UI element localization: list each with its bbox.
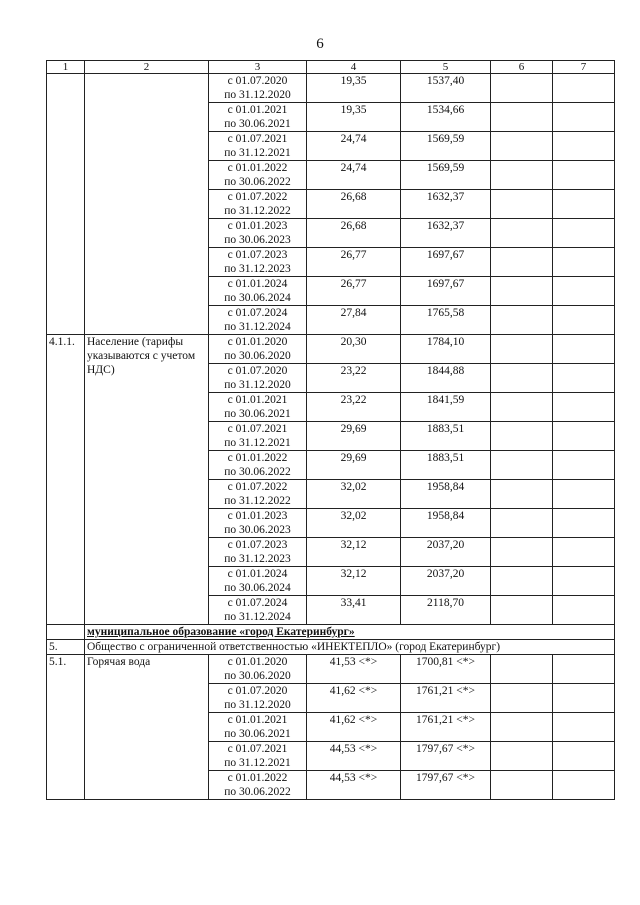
empty-cell-col7 bbox=[553, 190, 615, 219]
period-cell bbox=[209, 684, 307, 713]
column-header: 4 bbox=[307, 61, 401, 74]
period-to: по 30.06.2022 bbox=[224, 176, 291, 188]
period-to: по 30.06.2022 bbox=[224, 466, 291, 478]
empty-cell-col6 bbox=[491, 742, 553, 771]
period-from: с 01.01.2024 bbox=[227, 568, 288, 580]
rate-cell-col4: 27,84 bbox=[307, 306, 401, 335]
period-cell bbox=[209, 74, 307, 103]
period-cell bbox=[209, 306, 307, 335]
empty-cell-col6 bbox=[491, 596, 553, 625]
empty-cell-col7 bbox=[553, 132, 615, 161]
period-cell bbox=[209, 248, 307, 277]
period-to: по 30.06.2023 bbox=[224, 234, 291, 246]
municipality-title: муниципальное образование «город Екатеринбург» bbox=[85, 625, 615, 640]
period-from: с 01.07.2020 bbox=[227, 685, 288, 697]
column-header: 3 bbox=[209, 61, 307, 74]
empty-cell-col6 bbox=[491, 335, 553, 364]
period-cell bbox=[209, 364, 307, 393]
rate-cell-col5: 1697,67 bbox=[401, 248, 491, 277]
period-cell bbox=[209, 742, 307, 771]
period-to: по 31.12.2021 bbox=[224, 757, 291, 769]
empty-cell-col6 bbox=[491, 509, 553, 538]
empty-cell-col6 bbox=[491, 364, 553, 393]
empty-cell-col6 bbox=[491, 161, 553, 190]
empty-cell-col6 bbox=[491, 480, 553, 509]
item-name-cell: Население (тарифы указываются с учетом НДС) bbox=[85, 335, 209, 625]
empty-cell-col6 bbox=[491, 684, 553, 713]
rate-cell-col4: 23,22 bbox=[307, 393, 401, 422]
period-to: по 30.06.2023 bbox=[224, 524, 291, 536]
period-cell bbox=[209, 771, 307, 800]
empty-cell-col6 bbox=[491, 190, 553, 219]
rate-cell-col5: 2118,70 bbox=[401, 596, 491, 625]
rate-cell-col4: 32,12 bbox=[307, 538, 401, 567]
rate-cell-col4: 26,68 bbox=[307, 190, 401, 219]
empty-cell-col6 bbox=[491, 219, 553, 248]
period-from: с 01.01.2020 bbox=[227, 336, 288, 348]
rate-cell-col5: 1569,59 bbox=[401, 132, 491, 161]
period-from: с 01.07.2024 bbox=[227, 597, 288, 609]
rate-cell-col4: 41,53 <*> bbox=[307, 655, 401, 684]
empty-cell-col6 bbox=[491, 103, 553, 132]
period-cell bbox=[209, 713, 307, 742]
period-to: по 30.06.2024 bbox=[224, 292, 291, 304]
rate-cell-col5: 1632,37 bbox=[401, 219, 491, 248]
rate-cell-col5: 1700,81 <*> bbox=[401, 655, 491, 684]
period-from: с 01.07.2022 bbox=[227, 481, 288, 493]
empty-cell-col7 bbox=[553, 742, 615, 771]
period-cell bbox=[209, 393, 307, 422]
period-from: с 01.01.2024 bbox=[227, 278, 288, 290]
rate-cell-col4: 23,22 bbox=[307, 364, 401, 393]
rate-cell-col5: 1761,21 <*> bbox=[401, 684, 491, 713]
organization-name: Общество с ограниченной ответственностью «ИНЕКТЕПЛО» (город Екатеринбург) bbox=[85, 640, 615, 655]
period-to: по 31.12.2021 bbox=[224, 147, 291, 159]
organization-row bbox=[47, 640, 615, 655]
empty-cell-col6 bbox=[491, 393, 553, 422]
table-row bbox=[47, 74, 615, 103]
rate-cell-col5: 1958,84 bbox=[401, 509, 491, 538]
rate-cell-col5: 1697,67 bbox=[401, 277, 491, 306]
rate-cell-col5: 1534,66 bbox=[401, 103, 491, 132]
table-row bbox=[47, 335, 615, 364]
period-to: по 31.12.2020 bbox=[224, 379, 291, 391]
empty-cell-col7 bbox=[553, 771, 615, 800]
period-from: с 01.01.2021 bbox=[227, 394, 288, 406]
rate-cell-col5: 1883,51 bbox=[401, 422, 491, 451]
period-to: по 31.12.2020 bbox=[224, 89, 291, 101]
empty-cell-col7 bbox=[553, 509, 615, 538]
empty-cell-col7 bbox=[553, 596, 615, 625]
empty-cell-col6 bbox=[491, 713, 553, 742]
empty-cell-col7 bbox=[553, 538, 615, 567]
empty-cell-col6 bbox=[491, 771, 553, 800]
period-to: по 30.06.2020 bbox=[224, 670, 291, 682]
period-from: с 01.01.2022 bbox=[227, 772, 288, 784]
rate-cell-col5: 2037,20 bbox=[401, 538, 491, 567]
item-number-cell: 5.1. bbox=[47, 655, 85, 800]
rate-cell-col4: 41,62 <*> bbox=[307, 684, 401, 713]
period-cell bbox=[209, 538, 307, 567]
period-from: с 01.01.2023 bbox=[227, 220, 288, 232]
period-to: по 31.12.2024 bbox=[224, 611, 291, 623]
rate-cell-col5: 1958,84 bbox=[401, 480, 491, 509]
period-from: с 01.07.2020 bbox=[227, 75, 288, 87]
empty-cell-col7 bbox=[553, 74, 615, 103]
period-from: с 01.01.2023 bbox=[227, 510, 288, 522]
column-header: 2 bbox=[85, 61, 209, 74]
column-header: 1 bbox=[47, 61, 85, 74]
rate-cell-col4: 26,68 bbox=[307, 219, 401, 248]
empty-cell-col7 bbox=[553, 103, 615, 132]
period-from: с 01.07.2023 bbox=[227, 249, 288, 261]
empty-cell-col7 bbox=[553, 277, 615, 306]
period-from: с 01.07.2021 bbox=[227, 423, 288, 435]
table-header-row bbox=[47, 61, 615, 74]
rate-cell-col5: 1569,59 bbox=[401, 161, 491, 190]
rate-cell-col4: 20,30 bbox=[307, 335, 401, 364]
municipality-row bbox=[47, 625, 615, 640]
rate-cell-col4: 44,53 <*> bbox=[307, 742, 401, 771]
period-to: по 30.06.2021 bbox=[224, 118, 291, 130]
period-to: по 31.12.2021 bbox=[224, 437, 291, 449]
period-cell bbox=[209, 161, 307, 190]
period-to: по 31.12.2024 bbox=[224, 321, 291, 333]
empty-cell-col6 bbox=[491, 567, 553, 596]
period-from: с 01.01.2021 bbox=[227, 104, 288, 116]
period-to: по 31.12.2023 bbox=[224, 553, 291, 565]
rate-cell-col4: 44,53 <*> bbox=[307, 771, 401, 800]
rate-cell-col5: 1784,10 bbox=[401, 335, 491, 364]
period-cell bbox=[209, 277, 307, 306]
rate-cell-col4: 33,41 bbox=[307, 596, 401, 625]
period-cell bbox=[209, 509, 307, 538]
period-from: с 01.07.2022 bbox=[227, 191, 288, 203]
rate-cell-col5: 1797,67 <*> bbox=[401, 742, 491, 771]
empty-cell-col6 bbox=[491, 277, 553, 306]
period-from: с 01.07.2020 bbox=[227, 365, 288, 377]
page-number: 6 bbox=[316, 36, 324, 52]
period-from: с 01.07.2021 bbox=[227, 743, 288, 755]
rate-cell-col4: 26,77 bbox=[307, 277, 401, 306]
rate-cell-col4: 24,74 bbox=[307, 132, 401, 161]
column-header: 6 bbox=[491, 61, 553, 74]
empty-cell-col7 bbox=[553, 161, 615, 190]
rate-cell-col4: 41,62 <*> bbox=[307, 713, 401, 742]
empty-cell-col6 bbox=[491, 422, 553, 451]
period-from: с 01.01.2022 bbox=[227, 162, 288, 174]
empty-cell-col7 bbox=[553, 567, 615, 596]
period-from: с 01.01.2021 bbox=[227, 714, 288, 726]
empty-cell-col7 bbox=[553, 248, 615, 277]
empty-cell-col7 bbox=[553, 422, 615, 451]
rate-cell-col4: 19,35 bbox=[307, 103, 401, 132]
rate-cell-col4: 32,12 bbox=[307, 567, 401, 596]
period-to: по 31.12.2022 bbox=[224, 495, 291, 507]
empty-cell-col7 bbox=[553, 306, 615, 335]
period-to: по 30.06.2021 bbox=[224, 728, 291, 740]
rate-cell-col4: 32,02 bbox=[307, 509, 401, 538]
item-number-cell: 4.1.1. bbox=[47, 335, 85, 625]
period-cell bbox=[209, 132, 307, 161]
rate-cell-col5: 1765,58 bbox=[401, 306, 491, 335]
rate-cell-col5: 1797,67 <*> bbox=[401, 771, 491, 800]
rate-cell-col4: 29,69 bbox=[307, 422, 401, 451]
period-cell bbox=[209, 451, 307, 480]
rate-cell-col5: 1844,88 bbox=[401, 364, 491, 393]
period-from: с 01.01.2022 bbox=[227, 452, 288, 464]
table-row bbox=[47, 655, 615, 684]
period-to: по 30.06.2020 bbox=[224, 350, 291, 362]
period-cell bbox=[209, 480, 307, 509]
rate-cell-col5: 2037,20 bbox=[401, 567, 491, 596]
empty-cell-col7 bbox=[553, 364, 615, 393]
empty-cell-col7 bbox=[553, 219, 615, 248]
rate-cell-col4: 24,74 bbox=[307, 161, 401, 190]
empty-cell-col7 bbox=[553, 451, 615, 480]
rate-cell-col5: 1761,21 <*> bbox=[401, 713, 491, 742]
period-cell bbox=[209, 567, 307, 596]
item-name-cell: Горячая вода bbox=[85, 655, 209, 800]
period-from: с 01.07.2021 bbox=[227, 133, 288, 145]
period-to: по 30.06.2021 bbox=[224, 408, 291, 420]
rate-cell-col5: 1537,40 bbox=[401, 74, 491, 103]
period-to: по 31.12.2022 bbox=[224, 205, 291, 217]
rate-cell-col5: 1841,59 bbox=[401, 393, 491, 422]
period-cell bbox=[209, 596, 307, 625]
empty-cell-col7 bbox=[553, 480, 615, 509]
empty-cell-col6 bbox=[491, 538, 553, 567]
empty-cell-col6 bbox=[491, 74, 553, 103]
organization-number: 5. bbox=[47, 640, 85, 655]
period-cell bbox=[209, 103, 307, 132]
item-number-cell bbox=[47, 74, 85, 335]
item-name-cell bbox=[85, 74, 209, 335]
empty-cell-col7 bbox=[553, 393, 615, 422]
period-from: с 01.01.2020 bbox=[227, 656, 288, 668]
period-to: по 31.12.2023 bbox=[224, 263, 291, 275]
period-from: с 01.07.2024 bbox=[227, 307, 288, 319]
period-from: с 01.07.2023 bbox=[227, 539, 288, 551]
tariff-table-body bbox=[47, 61, 615, 800]
empty-cell-col6 bbox=[491, 248, 553, 277]
empty-cell-col6 bbox=[491, 132, 553, 161]
empty-cell-col7 bbox=[553, 335, 615, 364]
period-cell bbox=[209, 422, 307, 451]
rate-cell-col4: 29,69 bbox=[307, 451, 401, 480]
period-to: по 30.06.2022 bbox=[224, 786, 291, 798]
rate-cell-col4: 19,35 bbox=[307, 74, 401, 103]
column-header: 7 bbox=[553, 61, 615, 74]
period-cell bbox=[209, 655, 307, 684]
rate-cell-col4: 32,02 bbox=[307, 480, 401, 509]
rate-cell-col5: 1883,51 bbox=[401, 451, 491, 480]
period-to: по 31.12.2020 bbox=[224, 699, 291, 711]
period-to: по 30.06.2024 bbox=[224, 582, 291, 594]
period-cell bbox=[209, 335, 307, 364]
column-header: 5 bbox=[401, 61, 491, 74]
empty-cell-col7 bbox=[553, 684, 615, 713]
empty-cell-col6 bbox=[491, 451, 553, 480]
empty-cell-col6 bbox=[491, 655, 553, 684]
tariff-table bbox=[46, 60, 615, 800]
empty-cell-col7 bbox=[553, 713, 615, 742]
rate-cell-col5: 1632,37 bbox=[401, 190, 491, 219]
empty-cell-col6 bbox=[491, 306, 553, 335]
period-cell bbox=[209, 219, 307, 248]
period-cell bbox=[209, 190, 307, 219]
empty-cell bbox=[47, 625, 85, 640]
empty-cell-col7 bbox=[553, 655, 615, 684]
rate-cell-col4: 26,77 bbox=[307, 248, 401, 277]
